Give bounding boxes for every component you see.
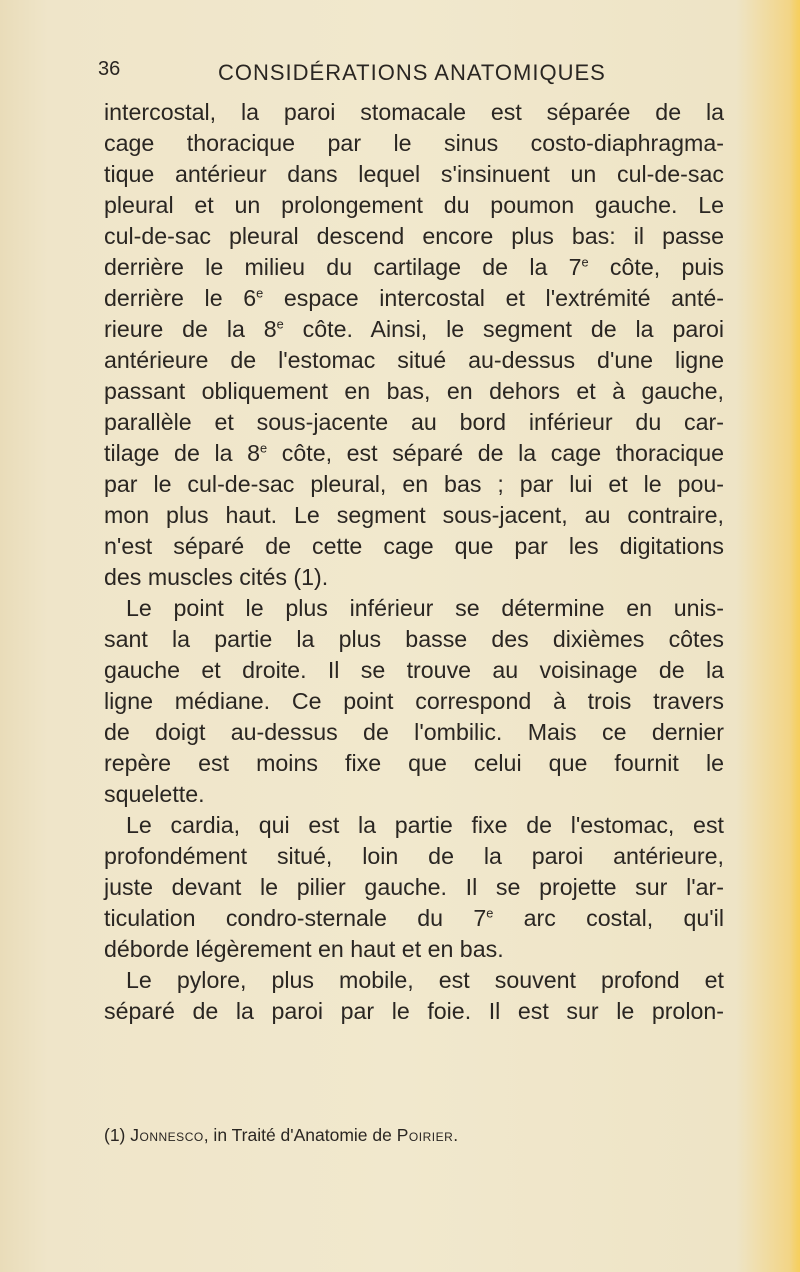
- text-fragment: rieure de la 8: [104, 316, 277, 342]
- text-line: sant la partie la plus basse des dixièmes côtes: [104, 626, 724, 652]
- text-line: cage thoracique par le sinus costo-diaphragma-: [104, 130, 724, 156]
- text-line: des muscles cités (1).: [104, 564, 329, 590]
- text-line: gauche et droite. Il se trouve au voisinage de la: [104, 657, 724, 683]
- footnote-author: Jonnesco: [130, 1125, 204, 1145]
- text-line: n'est séparé de cette cage que par les digitations: [104, 533, 724, 559]
- text-line: déborde légèrement en haut et en bas.: [104, 936, 504, 962]
- text-line: profondément situé, loin de la paroi antérieure,: [104, 843, 724, 869]
- text-fragment: derrière le 6: [104, 285, 257, 311]
- text-fragment: ticulation condro-sternale du 7: [104, 905, 487, 931]
- text-line: Le cardia, qui est la partie fixe de l'estomac, est: [126, 812, 724, 838]
- text-line: de doigt au-dessus de l'ombilic. Mais ce dernier: [104, 719, 724, 745]
- superscript: e: [486, 905, 494, 921]
- superscript: e: [276, 316, 284, 332]
- body-text: [104, 97, 724, 1027]
- text-fragment: côte, puis: [588, 254, 724, 280]
- text-line: [104, 438, 724, 469]
- text-line: par le cul-de-sac pleural, en bas ; par lui et le pou-: [104, 471, 724, 497]
- text-line: Le point le plus inférieur se détermine en unis-: [126, 595, 724, 621]
- text-fragment: côte. Ainsi, le segment de la paroi: [283, 316, 725, 342]
- footnote-marker: (1): [104, 1125, 126, 1145]
- page-number: 36: [98, 58, 121, 80]
- text-line: cul-de-sac pleural descend encore plus bas: il passe: [104, 223, 724, 249]
- text-line: juste devant le pilier gauche. Il se projette sur l'ar-: [104, 874, 724, 900]
- text-line: parallèle et sous-jacente au bord inférieur du car-: [104, 409, 724, 435]
- text-line: squelette.: [104, 781, 205, 807]
- footnote: [104, 1125, 458, 1146]
- text-line: Le pylore, plus mobile, est souvent profond et: [126, 967, 724, 993]
- text-line: ligne médiane. Ce point correspond à trois travers: [104, 688, 724, 714]
- text-line: passant obliquement en bas, en dehors et à gauche,: [104, 378, 724, 404]
- text-fragment: arc costal, qu'il: [493, 905, 724, 931]
- text-line: [104, 903, 724, 934]
- superscript: e: [260, 440, 268, 456]
- text-line: repère est moins fixe que celui que fournit le: [104, 750, 724, 776]
- text-line: pleural et un prolongement du poumon gauche. Le: [104, 192, 724, 218]
- text-line: [104, 252, 724, 283]
- text-line: tique antérieur dans lequel s'insinuent un cul-de-sac: [104, 161, 724, 187]
- footnote-editor: Poirier: [396, 1125, 454, 1145]
- footnote-text: , in Traité d'Anatomie de: [203, 1125, 397, 1145]
- superscript: e: [256, 285, 264, 301]
- running-head: CONSIDÉRATIONS ANATOMIQUES: [218, 60, 606, 85]
- text-fragment: tilage de la 8: [104, 440, 261, 466]
- text-line: mon plus haut. Le segment sous-jacent, au contraire,: [104, 502, 724, 528]
- page-header: [98, 58, 738, 94]
- text-line: séparé de la paroi par le foie. Il est sur le prolon-: [104, 998, 724, 1024]
- text-fragment: espace intercostal et l'extrémité anté-: [263, 285, 724, 311]
- text-fragment: derrière le milieu du cartilage de la 7: [104, 254, 582, 280]
- text-line: antérieure de l'estomac situé au-dessus d'une ligne: [104, 347, 724, 373]
- text-fragment: côte, est séparé de la cage thoracique: [267, 440, 724, 466]
- footnote-end: .: [453, 1125, 459, 1145]
- text-line: [104, 283, 724, 314]
- text-line: [104, 314, 724, 345]
- page-edge-shadow: [790, 0, 800, 1272]
- superscript: e: [581, 254, 589, 270]
- text-line: intercostal, la paroi stomacale est séparée de la: [104, 99, 724, 125]
